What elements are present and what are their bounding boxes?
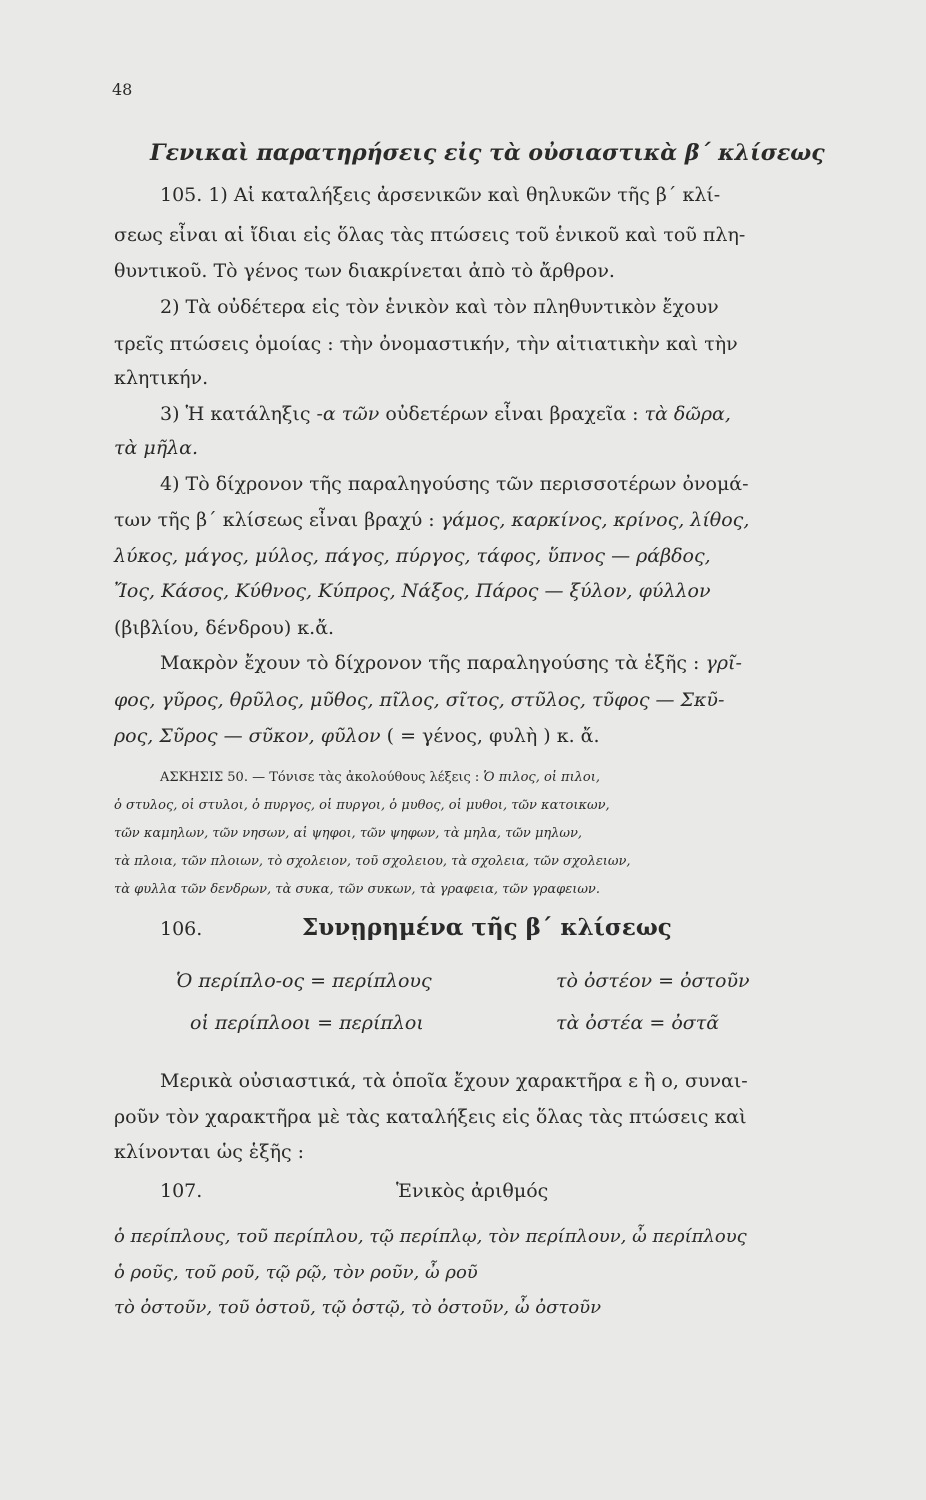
exercise-label: ΑΣΚΗΣΙΣ 50. [160,770,248,785]
p105-line-5: τρεῖς πτώσεις ὁμοίας : τὴν ὀνομαστικήν, τὴν αἰτιατικὴν καὶ τὴν [114,333,738,355]
p105-line-11: λύκος, μάγος, μύλος, πάγος, πύργος, τάφος, ὕπνος — ράβδος, [114,545,711,567]
section-107-number: 107. [160,1180,203,1202]
p105-line-15: φος, γῦρος, θρῦλος, μῦθος, πῖλος, σῖτος, στῦλος, τῦφος — Σκῦ- [114,689,725,711]
p105-line-9: 4) Τὸ δίχρονον τῆς παραληγούσης τῶν περισσοτέρων ὀνομά- [160,473,749,495]
p105-line-6: κλητικήν. [114,367,209,389]
declension-line-2: ὁ ροῦς, τοῦ ροῦ, τῷ ρῷ, τὸν ροῦν, ὦ ροῦ [114,1262,478,1283]
section-106-title: Συνῃρημένα τῆς β´ κλίσεως [302,914,672,941]
contraction-row1-col1: Ὁ περίπλο-ος = περίπλους [176,970,432,992]
declension-line-1: ὁ περίπλους, τοῦ περίπλου, τῷ περίπλῳ, τὸν περίπλουν, ὦ περίπλους [114,1226,747,1247]
p105-line-4: 2) Τὰ οὐδέτερα εἰς τὸν ἑνικὸν καὶ τὸν πληθυντικὸν ἔχουν [160,296,719,318]
p105-line-16b: ( = γένος, φυλὴ ) κ. ἄ. [380,725,600,747]
p105-line-16 [114,725,600,747]
s106-para-line-2: ροῦν τὸν χαρακτῆρα μὲ τὰς καταλήξεις εἰς ὅλας τὰς πτώσεις καὶ [114,1106,747,1128]
section-title: Γενικαὶ παρατηρήσεις εἰς τὰ οὐσιαστικὰ β´ κλίσεως [150,140,825,166]
p105-line-7 [160,403,731,425]
p105-line-13: (βιβλίου, δένδρου) κ.ἄ. [114,617,335,639]
declension-line-3: τὸ ὀστοῦν, τοῦ ὀστοῦ, τῷ ὀστῷ, τὸ ὀστοῦν, ὦ ὀστοῦν [114,1297,602,1318]
exercise-line-2: ὁ στυλος, οἱ στυλοι, ὁ πυργος, οἱ πυργοι, ὁ μυθος, οἱ μυθοι, τῶν κατοικων, [114,798,610,813]
p105-line-10b: γάμος, καρκίνος, κρίνος, λίθος, [440,509,750,531]
p105-line-1: 105. 1) Αἱ καταλήξεις ἀρσενικῶν καὶ θηλυκῶν τῆς β´ κλί- [160,184,721,206]
p105-line-16a: ρος, Σῦρος — σῦκον, φῦλον [114,725,381,747]
p105-line-7b: -α τῶν [316,403,380,425]
p105-line-3: θυντικοῦ. Τὸ γένος των διακρίνεται ἀπὸ τὸ ἄρθρον. [114,260,615,282]
contraction-row1-col2: τὸ ὀστέον = ὀστοῦν [556,970,750,992]
exercise-line-3: τῶν καμηλων, τῶν νησων, αἱ ψηφοι, τῶν ψηφων, τὰ μηλα, τῶν μηλων, [114,826,583,841]
p105-line-10 [114,509,749,531]
singular-number-heading: Ἑνικὸς ἀριθμός [396,1180,549,1202]
p105-line-7d: τὰ δῶρα, [644,403,731,425]
p105-line-10a: των τῆς β´ κλίσεως εἶναι βραχύ : [114,509,441,531]
p105-line-7c: οὐδετέρων εἶναι βραχεῖα : [379,403,645,425]
exercise-line-5: τὰ φυλλα τῶν δενδρων, τὰ συκα, τῶν συκων, τὰ γραφεια, τῶν γραφειων. [114,882,600,897]
contraction-row2-col1: οἱ περίπλοοι = περίπλοι [190,1012,424,1034]
page-number: 48 [112,80,133,99]
s106-para-line-1: Μερικὰ οὐσιαστικά, τὰ ὁποῖα ἔχουν χαρακτῆρα ε ἢ ο, συναι- [160,1070,748,1092]
p105-line-12: Ἴος, Κάσος, Κύθνος, Κύπρος, Νάξος, Πάρος — ξύλον, φύλλον [114,580,711,602]
s106-para-line-3: κλίνονται ὡς ἑξῆς : [114,1141,305,1163]
p105-line-7a: 3) Ἡ κατάληξις [160,403,317,425]
exercise-line-1 [160,770,600,785]
p105-line-14a: Μακρὸν ἔχουν τὸ δίχρονον τῆς παραληγούσης τὰ ἑξῆς : [160,652,706,674]
exercise-line-1a: — Τόνισε τὰς ἀκολούθους λέξεις : [247,770,484,785]
p105-line-8: τὰ μῆλα. [114,437,199,459]
p105-line-14 [160,652,742,674]
section-106-number: 106. [160,918,203,940]
exercise-line-4: τὰ πλοια, τῶν πλοιων, τὸ σχολειον, τοῦ σχολειου, τὰ σχολεια, τῶν σχολειων, [114,854,631,869]
exercise-line-1b: Ὁ πιλος, οἱ πιλοι, [483,770,600,785]
p105-line-2: σεως εἶναι αἱ ἴδιαι εἰς ὅλας τὰς πτώσεις τοῦ ἑνικοῦ καὶ τοῦ πλη- [114,224,746,246]
contraction-row2-col2: τὰ ὀστέα = ὀστᾶ [556,1012,720,1034]
p105-line-14b: γρῖ- [705,652,742,674]
